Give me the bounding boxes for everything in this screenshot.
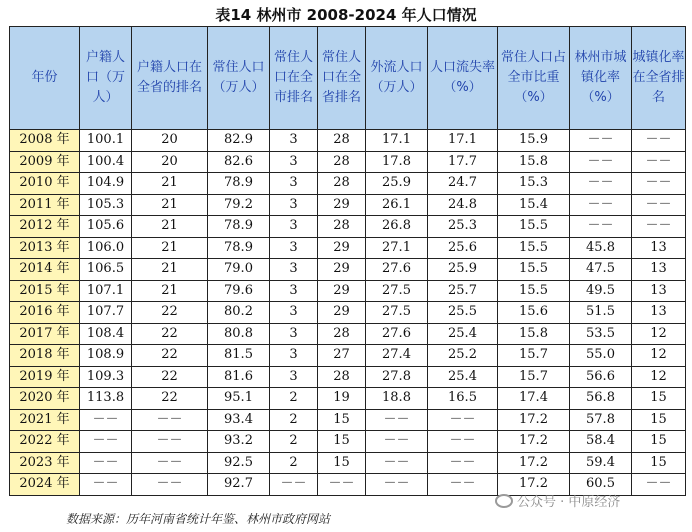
table-cell: －－ <box>428 474 498 496</box>
table-cell: 57.8 <box>570 409 632 431</box>
table-cell: 22 <box>132 302 208 324</box>
table-cell: －－ <box>632 173 686 195</box>
table-cell: 27.4 <box>366 345 428 367</box>
table-cell: 21 <box>132 194 208 216</box>
table-cell: 78.9 <box>208 237 270 259</box>
year-cell: 2014 年 <box>10 259 80 281</box>
table-cell: 25.4 <box>428 366 498 388</box>
table-cell: 20 <box>132 151 208 173</box>
year-cell: 2024 年 <box>10 474 80 496</box>
table-cell: 47.5 <box>570 259 632 281</box>
table-cell: 17.2 <box>498 452 570 474</box>
table-row <box>10 237 686 259</box>
table-cell: 92.5 <box>208 452 270 474</box>
table-cell: 104.9 <box>80 173 132 195</box>
table-cell: －－ <box>570 216 632 238</box>
table-cell: 59.4 <box>570 452 632 474</box>
table-cell: 78.9 <box>208 216 270 238</box>
table-cell: 17.2 <box>498 431 570 453</box>
table-cell: 3 <box>270 151 318 173</box>
wechat-icon <box>495 494 513 508</box>
col-header-resident-city-rank: 常住人口在全市排名 <box>270 27 318 130</box>
table-cell: 15.8 <box>498 151 570 173</box>
year-cell: 2021 年 <box>10 409 80 431</box>
col-header-urbanization-rank: 城镇化率在全省排名 <box>632 27 686 130</box>
table-cell: 3 <box>270 216 318 238</box>
table-cell: 29 <box>318 194 366 216</box>
table-cell: 21 <box>132 237 208 259</box>
year-cell: 2013 年 <box>10 237 80 259</box>
table-cell: 21 <box>132 216 208 238</box>
table-row <box>10 409 686 431</box>
table-cell: 15 <box>318 431 366 453</box>
table-cell: 15.3 <box>498 173 570 195</box>
table-cell: 21 <box>132 173 208 195</box>
table-cell: 109.3 <box>80 366 132 388</box>
table-cell: 79.0 <box>208 259 270 281</box>
table-cell: 15.9 <box>498 130 570 152</box>
table-cell: －－ <box>570 130 632 152</box>
table-cell: 17.1 <box>366 130 428 152</box>
year-cell: 2015 年 <box>10 280 80 302</box>
table-cell: 15.5 <box>498 259 570 281</box>
table-cell: 15.5 <box>498 280 570 302</box>
watermark-text: 公众号 · 中原经济 <box>517 495 621 510</box>
table-cell: 15.7 <box>498 366 570 388</box>
table-cell: －－ <box>570 173 632 195</box>
table-cell: 82.9 <box>208 130 270 152</box>
table-cell: 106.5 <box>80 259 132 281</box>
table-cell: 13 <box>632 280 686 302</box>
table-cell: 15.6 <box>498 302 570 324</box>
table-cell: 108.4 <box>80 323 132 345</box>
table-cell: 106.0 <box>80 237 132 259</box>
table-row <box>10 366 686 388</box>
table-cell: 13 <box>632 259 686 281</box>
table-cell: 82.6 <box>208 151 270 173</box>
table-cell: 15 <box>318 452 366 474</box>
table-cell: 22 <box>132 388 208 410</box>
table-cell: 25.9 <box>366 173 428 195</box>
table-cell: 25.6 <box>428 237 498 259</box>
table-cell: 105.6 <box>80 216 132 238</box>
table-cell: 16.5 <box>428 388 498 410</box>
col-header-registered-rank: 户籍人口在全省的排名 <box>132 27 208 130</box>
table-cell: 26.1 <box>366 194 428 216</box>
table-row <box>10 388 686 410</box>
table-cell: －－ <box>132 409 208 431</box>
table-cell: －－ <box>632 130 686 152</box>
table-cell: 17.2 <box>498 409 570 431</box>
table-cell: 95.1 <box>208 388 270 410</box>
col-header-urbanization: 林州市城镇化率（%） <box>570 27 632 130</box>
table-cell: 20 <box>132 130 208 152</box>
table-cell: 28 <box>318 151 366 173</box>
table-cell: －－ <box>80 409 132 431</box>
year-cell: 2022 年 <box>10 431 80 453</box>
table-row <box>10 431 686 453</box>
table-cell: 13 <box>632 302 686 324</box>
table-row <box>10 302 686 324</box>
table-cell: －－ <box>318 474 366 496</box>
table-cell: 15.5 <box>498 216 570 238</box>
table-cell: 56.6 <box>570 366 632 388</box>
table-cell: 29 <box>318 302 366 324</box>
table-cell: 93.4 <box>208 409 270 431</box>
table-cell: 12 <box>632 323 686 345</box>
table-cell: 15 <box>632 409 686 431</box>
table-cell: －－ <box>570 151 632 173</box>
table-cell: －－ <box>428 409 498 431</box>
table-cell: －－ <box>632 151 686 173</box>
table-cell: 29 <box>318 237 366 259</box>
table-cell: 22 <box>132 345 208 367</box>
table-cell: 113.8 <box>80 388 132 410</box>
col-header-resident-province-rank: 常住人口在全省排名 <box>318 27 366 130</box>
table-row <box>10 130 686 152</box>
year-cell: 2011 年 <box>10 194 80 216</box>
year-cell: 2016 年 <box>10 302 80 324</box>
table-cell: 12 <box>632 366 686 388</box>
table-cell: －－ <box>632 216 686 238</box>
table-cell: 3 <box>270 259 318 281</box>
table-cell: 27.6 <box>366 323 428 345</box>
table-cell: －－ <box>270 474 318 496</box>
table-cell: 78.9 <box>208 173 270 195</box>
table-cell: 28 <box>318 323 366 345</box>
population-table <box>9 26 686 496</box>
table-cell: 18.8 <box>366 388 428 410</box>
table-cell: －－ <box>132 431 208 453</box>
table-cell: 29 <box>318 259 366 281</box>
table-cell: 17.4 <box>498 388 570 410</box>
watermark <box>495 491 620 510</box>
table-cell: 3 <box>270 345 318 367</box>
table-cell: 22 <box>132 323 208 345</box>
table-cell: 56.8 <box>570 388 632 410</box>
year-cell: 2023 年 <box>10 452 80 474</box>
table-cell: 25.3 <box>428 216 498 238</box>
table-cell: 15 <box>318 409 366 431</box>
table-cell: 45.8 <box>570 237 632 259</box>
col-header-registered-pop: 户籍人口（万人） <box>80 27 132 130</box>
table-cell: 27 <box>318 345 366 367</box>
table-cell: 24.7 <box>428 173 498 195</box>
table-cell: 80.2 <box>208 302 270 324</box>
table-cell: 28 <box>318 130 366 152</box>
table-cell: －－ <box>428 452 498 474</box>
table-row <box>10 452 686 474</box>
table-cell: 27.8 <box>366 366 428 388</box>
table-cell: －－ <box>366 409 428 431</box>
table-cell: 24.8 <box>428 194 498 216</box>
table-cell: 79.6 <box>208 280 270 302</box>
table-cell: 28 <box>318 173 366 195</box>
table-body <box>10 130 686 496</box>
table-row <box>10 345 686 367</box>
table-cell: 3 <box>270 130 318 152</box>
table-cell: －－ <box>570 194 632 216</box>
table-cell: 2 <box>270 388 318 410</box>
table-cell: 81.6 <box>208 366 270 388</box>
table-row <box>10 173 686 195</box>
table-row <box>10 194 686 216</box>
table-cell: 15.4 <box>498 194 570 216</box>
table-cell: －－ <box>80 452 132 474</box>
table-cell: －－ <box>80 474 132 496</box>
table-cell: 60.5 <box>570 474 632 496</box>
table-cell: 17.1 <box>428 130 498 152</box>
table-cell: －－ <box>366 452 428 474</box>
table-cell: 92.7 <box>208 474 270 496</box>
table-cell: 105.3 <box>80 194 132 216</box>
col-header-year: 年份 <box>10 27 80 130</box>
table-cell: 25.4 <box>428 323 498 345</box>
table-cell: 79.2 <box>208 194 270 216</box>
table-cell: 81.5 <box>208 345 270 367</box>
table-cell: 25.5 <box>428 302 498 324</box>
table-cell: 3 <box>270 237 318 259</box>
year-cell: 2018 年 <box>10 345 80 367</box>
table-cell: 58.4 <box>570 431 632 453</box>
table-cell: 25.7 <box>428 280 498 302</box>
table-cell: 107.1 <box>80 280 132 302</box>
table-cell: 93.2 <box>208 431 270 453</box>
table-cell: 26.8 <box>366 216 428 238</box>
table-cell: 17.2 <box>498 474 570 496</box>
table-cell: 25.2 <box>428 345 498 367</box>
year-cell: 2019 年 <box>10 366 80 388</box>
table-cell: 28 <box>318 366 366 388</box>
table-cell: 28 <box>318 216 366 238</box>
table-cell: 3 <box>270 173 318 195</box>
table-cell: 3 <box>270 302 318 324</box>
table-cell: 25.9 <box>428 259 498 281</box>
year-cell: 2008 年 <box>10 130 80 152</box>
data-source-note: 数据来源：历年河南省统计年鉴、林州市政府网站 <box>66 512 331 526</box>
table-cell: －－ <box>632 194 686 216</box>
table-cell: 27.1 <box>366 237 428 259</box>
col-header-city-share: 常住人口占全市比重（%） <box>498 27 570 130</box>
table-cell: －－ <box>366 474 428 496</box>
year-cell: 2020 年 <box>10 388 80 410</box>
table-cell: 53.5 <box>570 323 632 345</box>
table-cell: 17.7 <box>428 151 498 173</box>
table-cell: 3 <box>270 366 318 388</box>
table-cell: 51.5 <box>570 302 632 324</box>
table-cell: 29 <box>318 280 366 302</box>
col-header-outflow-pop: 外流人口（万人） <box>366 27 428 130</box>
year-cell: 2009 年 <box>10 151 80 173</box>
year-cell: 2010 年 <box>10 173 80 195</box>
table-row <box>10 280 686 302</box>
table-cell: 100.4 <box>80 151 132 173</box>
table-cell: －－ <box>428 431 498 453</box>
table-row <box>10 216 686 238</box>
table-cell: 27.5 <box>366 280 428 302</box>
table-cell: 15 <box>632 452 686 474</box>
col-header-loss-rate: 人口流失率（%） <box>428 27 498 130</box>
table-cell: 15.8 <box>498 323 570 345</box>
table-cell: 100.1 <box>80 130 132 152</box>
table-cell: 22 <box>132 366 208 388</box>
table-cell: 12 <box>632 345 686 367</box>
table-cell: 21 <box>132 280 208 302</box>
table-cell: 15 <box>632 431 686 453</box>
year-cell: 2017 年 <box>10 323 80 345</box>
table-cell: 3 <box>270 323 318 345</box>
table-cell: 27.6 <box>366 259 428 281</box>
table-cell: 80.8 <box>208 323 270 345</box>
table-cell: 17.8 <box>366 151 428 173</box>
table-row <box>10 151 686 173</box>
table-cell: 19 <box>318 388 366 410</box>
table-cell: 3 <box>270 194 318 216</box>
col-header-resident-pop: 常住人口（万人） <box>208 27 270 130</box>
table-cell: －－ <box>132 474 208 496</box>
table-cell: 27.5 <box>366 302 428 324</box>
table-cell: 15 <box>632 388 686 410</box>
table-cell: 2 <box>270 431 318 453</box>
table-title: 表14 林州市 2008-2024 年人口情况 <box>215 6 477 24</box>
table-row <box>10 259 686 281</box>
table-cell: －－ <box>80 431 132 453</box>
year-cell: 2012 年 <box>10 216 80 238</box>
table-cell: 13 <box>632 237 686 259</box>
table-cell: 21 <box>132 259 208 281</box>
table-cell: 2 <box>270 452 318 474</box>
table-cell: 2 <box>270 409 318 431</box>
table-cell: 107.7 <box>80 302 132 324</box>
table-cell: 49.5 <box>570 280 632 302</box>
table-cell: 3 <box>270 280 318 302</box>
table-cell: 108.9 <box>80 345 132 367</box>
table-cell: －－ <box>366 431 428 453</box>
table-cell: －－ <box>632 474 686 496</box>
table-cell: 55.0 <box>570 345 632 367</box>
table-cell: －－ <box>132 452 208 474</box>
table-cell: 15.5 <box>498 237 570 259</box>
table-row <box>10 323 686 345</box>
header-row <box>10 27 686 130</box>
table-cell: 15.7 <box>498 345 570 367</box>
